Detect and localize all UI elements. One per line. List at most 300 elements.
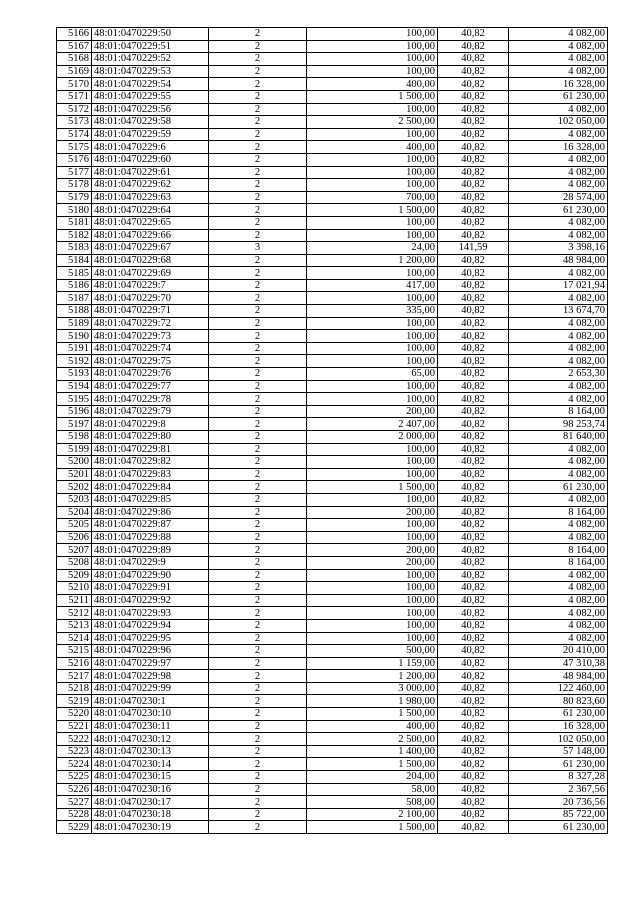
table-row	[57, 116, 608, 129]
row-number-cell: 5196	[57, 405, 92, 418]
rate-cell: 40,82	[438, 368, 509, 381]
row-number-cell: 5167	[57, 40, 92, 53]
table-row	[57, 758, 608, 771]
type-code-cell: 2	[209, 519, 307, 532]
data-table	[56, 27, 608, 834]
row-number-cell: 5203	[57, 493, 92, 506]
row-number-cell: 5195	[57, 393, 92, 406]
rate-cell: 40,82	[438, 78, 509, 91]
type-code-cell: 2	[209, 267, 307, 280]
rate-cell: 40,82	[438, 128, 509, 141]
row-number-cell: 5201	[57, 468, 92, 481]
type-code-cell: 2	[209, 78, 307, 91]
amount-cell: 4 082,00	[509, 40, 608, 53]
cadastral-number-cell: 48:01:0470229:73	[92, 330, 209, 343]
table-row	[57, 519, 608, 532]
row-number-cell: 5217	[57, 670, 92, 683]
table-row	[57, 393, 608, 406]
amount-cell: 4 082,00	[509, 179, 608, 192]
row-number-cell: 5229	[57, 821, 92, 834]
area-cell: 100,00	[307, 317, 438, 330]
rate-cell: 40,82	[438, 292, 509, 305]
cadastral-number-cell: 48:01:0470229:53	[92, 65, 209, 78]
row-number-cell: 5183	[57, 242, 92, 255]
area-cell: 508,00	[307, 796, 438, 809]
table-row	[57, 431, 608, 444]
table-row	[57, 821, 608, 834]
cadastral-number-cell: 48:01:0470230:17	[92, 796, 209, 809]
table-row	[57, 632, 608, 645]
table-body	[57, 28, 608, 834]
rate-cell: 40,82	[438, 796, 509, 809]
table-row	[57, 783, 608, 796]
row-number-cell: 5210	[57, 582, 92, 595]
table-row	[57, 594, 608, 607]
type-code-cell: 2	[209, 279, 307, 292]
table-row	[57, 90, 608, 103]
rate-cell: 40,82	[438, 745, 509, 758]
row-number-cell: 5205	[57, 519, 92, 532]
area-cell: 417,00	[307, 279, 438, 292]
rate-cell: 40,82	[438, 632, 509, 645]
rate-cell: 40,82	[438, 418, 509, 431]
type-code-cell: 2	[209, 544, 307, 557]
area-cell: 100,00	[307, 342, 438, 355]
cadastral-number-cell: 48:01:0470230:15	[92, 771, 209, 784]
area-cell: 100,00	[307, 103, 438, 116]
cadastral-number-cell: 48:01:0470230:12	[92, 733, 209, 746]
rate-cell: 40,82	[438, 166, 509, 179]
area-cell: 100,00	[307, 40, 438, 53]
amount-cell: 4 082,00	[509, 468, 608, 481]
amount-cell: 48 984,00	[509, 254, 608, 267]
cadastral-number-cell: 48:01:0470229:85	[92, 493, 209, 506]
area-cell: 100,00	[307, 582, 438, 595]
amount-cell: 8 164,00	[509, 544, 608, 557]
table-row	[57, 279, 608, 292]
amount-cell: 8 164,00	[509, 405, 608, 418]
type-code-cell: 2	[209, 330, 307, 343]
amount-cell: 13 674,70	[509, 305, 608, 318]
rate-cell: 40,82	[438, 216, 509, 229]
rate-cell: 40,82	[438, 405, 509, 418]
area-cell: 100,00	[307, 632, 438, 645]
amount-cell: 81 640,00	[509, 431, 608, 444]
row-number-cell: 5211	[57, 594, 92, 607]
rate-cell: 40,82	[438, 821, 509, 834]
row-number-cell: 5180	[57, 204, 92, 217]
rate-cell: 40,82	[438, 519, 509, 532]
rate-cell: 40,82	[438, 468, 509, 481]
area-cell: 100,00	[307, 468, 438, 481]
table-row	[57, 645, 608, 658]
cadastral-number-cell: 48:01:0470229:6	[92, 141, 209, 154]
area-cell: 100,00	[307, 153, 438, 166]
amount-cell: 4 082,00	[509, 65, 608, 78]
row-number-cell: 5176	[57, 153, 92, 166]
table-row	[57, 493, 608, 506]
area-cell: 100,00	[307, 216, 438, 229]
area-cell: 1 200,00	[307, 254, 438, 267]
table-row	[57, 305, 608, 318]
cadastral-number-cell: 48:01:0470229:84	[92, 481, 209, 494]
cadastral-number-cell: 48:01:0470229:64	[92, 204, 209, 217]
cadastral-number-cell: 48:01:0470229:65	[92, 216, 209, 229]
table-row	[57, 657, 608, 670]
row-number-cell: 5184	[57, 254, 92, 267]
type-code-cell: 2	[209, 292, 307, 305]
type-code-cell: 2	[209, 745, 307, 758]
area-cell: 2 100,00	[307, 808, 438, 821]
row-number-cell: 5191	[57, 342, 92, 355]
area-cell: 1 500,00	[307, 481, 438, 494]
rate-cell: 40,82	[438, 342, 509, 355]
row-number-cell: 5218	[57, 682, 92, 695]
amount-cell: 8 164,00	[509, 556, 608, 569]
cadastral-number-cell: 48:01:0470229:74	[92, 342, 209, 355]
area-cell: 3 000,00	[307, 682, 438, 695]
area-cell: 400,00	[307, 141, 438, 154]
type-code-cell: 2	[209, 758, 307, 771]
table-row	[57, 179, 608, 192]
type-code-cell: 2	[209, 607, 307, 620]
type-code-cell: 2	[209, 821, 307, 834]
rate-cell: 40,82	[438, 317, 509, 330]
area-cell: 100,00	[307, 166, 438, 179]
type-code-cell: 2	[209, 229, 307, 242]
cadastral-number-cell: 48:01:0470229:80	[92, 431, 209, 444]
type-code-cell: 2	[209, 305, 307, 318]
type-code-cell: 2	[209, 771, 307, 784]
area-cell: 335,00	[307, 305, 438, 318]
area-cell: 2 000,00	[307, 431, 438, 444]
amount-cell: 20 410,00	[509, 645, 608, 658]
table-row	[57, 141, 608, 154]
type-code-cell: 2	[209, 443, 307, 456]
row-number-cell: 5174	[57, 128, 92, 141]
table-row	[57, 204, 608, 217]
area-cell: 100,00	[307, 380, 438, 393]
cadastral-number-cell: 48:01:0470230:1	[92, 695, 209, 708]
table-row	[57, 796, 608, 809]
amount-cell: 4 082,00	[509, 128, 608, 141]
type-code-cell: 3	[209, 242, 307, 255]
rate-cell: 40,82	[438, 380, 509, 393]
cadastral-number-cell: 48:01:0470229:56	[92, 103, 209, 116]
type-code-cell: 2	[209, 166, 307, 179]
row-number-cell: 5214	[57, 632, 92, 645]
type-code-cell: 2	[209, 670, 307, 683]
rate-cell: 40,82	[438, 28, 509, 41]
rate-cell: 40,82	[438, 393, 509, 406]
type-code-cell: 2	[209, 90, 307, 103]
cadastral-number-cell: 48:01:0470230:11	[92, 720, 209, 733]
cadastral-number-cell: 48:01:0470230:16	[92, 783, 209, 796]
area-cell: 24,00	[307, 242, 438, 255]
rate-cell: 40,82	[438, 493, 509, 506]
row-number-cell: 5187	[57, 292, 92, 305]
table-row	[57, 355, 608, 368]
type-code-cell: 2	[209, 808, 307, 821]
area-cell: 100,00	[307, 456, 438, 469]
type-code-cell: 2	[209, 128, 307, 141]
row-number-cell: 5200	[57, 456, 92, 469]
amount-cell: 4 082,00	[509, 393, 608, 406]
type-code-cell: 2	[209, 582, 307, 595]
rate-cell: 40,82	[438, 229, 509, 242]
row-number-cell: 5220	[57, 708, 92, 721]
cadastral-number-cell: 48:01:0470229:62	[92, 179, 209, 192]
rate-cell: 40,82	[438, 153, 509, 166]
table-row	[57, 506, 608, 519]
table-row	[57, 216, 608, 229]
table-row	[57, 342, 608, 355]
amount-cell: 61 230,00	[509, 90, 608, 103]
row-number-cell: 5202	[57, 481, 92, 494]
cadastral-number-cell: 48:01:0470230:19	[92, 821, 209, 834]
amount-cell: 2 367,56	[509, 783, 608, 796]
cadastral-number-cell: 48:01:0470229:72	[92, 317, 209, 330]
area-cell: 200,00	[307, 544, 438, 557]
area-cell: 100,00	[307, 53, 438, 66]
cadastral-number-cell: 48:01:0470229:71	[92, 305, 209, 318]
table-row	[57, 229, 608, 242]
table-row	[57, 128, 608, 141]
table-row	[57, 456, 608, 469]
row-number-cell: 5213	[57, 619, 92, 632]
table-row	[57, 733, 608, 746]
area-cell: 100,00	[307, 355, 438, 368]
cadastral-number-cell: 48:01:0470229:87	[92, 519, 209, 532]
table-row	[57, 191, 608, 204]
rate-cell: 40,82	[438, 53, 509, 66]
type-code-cell: 2	[209, 708, 307, 721]
rate-cell: 40,82	[438, 619, 509, 632]
row-number-cell: 5209	[57, 569, 92, 582]
row-number-cell: 5182	[57, 229, 92, 242]
row-number-cell: 5222	[57, 733, 92, 746]
rate-cell: 40,82	[438, 443, 509, 456]
rate-cell: 40,82	[438, 179, 509, 192]
table-row	[57, 40, 608, 53]
rate-cell: 40,82	[438, 456, 509, 469]
rate-cell: 40,82	[438, 267, 509, 280]
amount-cell: 4 082,00	[509, 569, 608, 582]
table-row	[57, 708, 608, 721]
type-code-cell: 2	[209, 657, 307, 670]
area-cell: 1 980,00	[307, 695, 438, 708]
area-cell: 500,00	[307, 645, 438, 658]
area-cell: 1 500,00	[307, 204, 438, 217]
area-cell: 100,00	[307, 493, 438, 506]
table-row	[57, 443, 608, 456]
type-code-cell: 2	[209, 632, 307, 645]
cadastral-number-cell: 48:01:0470229:88	[92, 531, 209, 544]
rate-cell: 40,82	[438, 90, 509, 103]
rate-cell: 40,82	[438, 103, 509, 116]
table-row	[57, 103, 608, 116]
amount-cell: 4 082,00	[509, 493, 608, 506]
amount-cell: 61 230,00	[509, 758, 608, 771]
table-row	[57, 619, 608, 632]
type-code-cell: 2	[209, 380, 307, 393]
amount-cell: 4 082,00	[509, 355, 608, 368]
amount-cell: 4 082,00	[509, 632, 608, 645]
table-row	[57, 166, 608, 179]
row-number-cell: 5197	[57, 418, 92, 431]
area-cell: 100,00	[307, 65, 438, 78]
cadastral-number-cell: 48:01:0470229:61	[92, 166, 209, 179]
table-row	[57, 556, 608, 569]
amount-cell: 16 328,00	[509, 720, 608, 733]
table-row	[57, 695, 608, 708]
rate-cell: 40,82	[438, 758, 509, 771]
area-cell: 100,00	[307, 330, 438, 343]
amount-cell: 20 736,56	[509, 796, 608, 809]
cadastral-number-cell: 48:01:0470229:50	[92, 28, 209, 41]
table-row	[57, 569, 608, 582]
type-code-cell: 2	[209, 368, 307, 381]
rate-cell: 40,82	[438, 531, 509, 544]
area-cell: 100,00	[307, 128, 438, 141]
cadastral-number-cell: 48:01:0470229:81	[92, 443, 209, 456]
amount-cell: 4 082,00	[509, 456, 608, 469]
rate-cell: 40,82	[438, 645, 509, 658]
row-number-cell: 5168	[57, 53, 92, 66]
amount-cell: 4 082,00	[509, 216, 608, 229]
type-code-cell: 2	[209, 456, 307, 469]
rate-cell: 40,82	[438, 141, 509, 154]
amount-cell: 61 230,00	[509, 481, 608, 494]
cadastral-number-cell: 48:01:0470229:99	[92, 682, 209, 695]
cadastral-number-cell: 48:01:0470229:93	[92, 607, 209, 620]
amount-cell: 4 082,00	[509, 166, 608, 179]
area-cell: 2 500,00	[307, 733, 438, 746]
amount-cell: 4 082,00	[509, 53, 608, 66]
amount-cell: 3 398,16	[509, 242, 608, 255]
area-cell: 58,00	[307, 783, 438, 796]
table-row	[57, 267, 608, 280]
amount-cell: 4 082,00	[509, 582, 608, 595]
row-number-cell: 5225	[57, 771, 92, 784]
rate-cell: 40,82	[438, 808, 509, 821]
cadastral-number-cell: 48:01:0470229:54	[92, 78, 209, 91]
area-cell: 100,00	[307, 594, 438, 607]
cadastral-number-cell: 48:01:0470229:7	[92, 279, 209, 292]
row-number-cell: 5228	[57, 808, 92, 821]
rate-cell: 40,82	[438, 594, 509, 607]
cadastral-number-cell: 48:01:0470229:70	[92, 292, 209, 305]
rate-cell: 40,82	[438, 556, 509, 569]
area-cell: 100,00	[307, 531, 438, 544]
rate-cell: 40,82	[438, 607, 509, 620]
amount-cell: 4 082,00	[509, 292, 608, 305]
area-cell: 200,00	[307, 556, 438, 569]
row-number-cell: 5199	[57, 443, 92, 456]
amount-cell: 80 823,60	[509, 695, 608, 708]
cadastral-number-cell: 48:01:0470229:79	[92, 405, 209, 418]
cadastral-number-cell: 48:01:0470229:76	[92, 368, 209, 381]
type-code-cell: 2	[209, 191, 307, 204]
type-code-cell: 2	[209, 317, 307, 330]
type-code-cell: 2	[209, 28, 307, 41]
cadastral-number-cell: 48:01:0470229:63	[92, 191, 209, 204]
cadastral-number-cell: 48:01:0470229:86	[92, 506, 209, 519]
amount-cell: 4 082,00	[509, 380, 608, 393]
row-number-cell: 5216	[57, 657, 92, 670]
table-row	[57, 745, 608, 758]
type-code-cell: 2	[209, 40, 307, 53]
row-number-cell: 5172	[57, 103, 92, 116]
amount-cell: 48 984,00	[509, 670, 608, 683]
area-cell: 100,00	[307, 607, 438, 620]
amount-cell: 4 082,00	[509, 607, 608, 620]
table-row	[57, 771, 608, 784]
row-number-cell: 5166	[57, 28, 92, 41]
type-code-cell: 2	[209, 556, 307, 569]
rate-cell: 40,82	[438, 569, 509, 582]
amount-cell: 57 148,00	[509, 745, 608, 758]
table-row	[57, 670, 608, 683]
cadastral-number-cell: 48:01:0470229:97	[92, 657, 209, 670]
row-number-cell: 5194	[57, 380, 92, 393]
area-cell: 100,00	[307, 28, 438, 41]
row-number-cell: 5177	[57, 166, 92, 179]
rate-cell: 40,82	[438, 65, 509, 78]
type-code-cell: 2	[209, 116, 307, 129]
amount-cell: 4 082,00	[509, 153, 608, 166]
row-number-cell: 5179	[57, 191, 92, 204]
type-code-cell: 2	[209, 254, 307, 267]
type-code-cell: 2	[209, 783, 307, 796]
rate-cell: 40,82	[438, 708, 509, 721]
row-number-cell: 5178	[57, 179, 92, 192]
row-number-cell: 5175	[57, 141, 92, 154]
type-code-cell: 2	[209, 493, 307, 506]
amount-cell: 16 328,00	[509, 78, 608, 91]
type-code-cell: 2	[209, 720, 307, 733]
rate-cell: 40,82	[438, 116, 509, 129]
cadastral-number-cell: 48:01:0470230:10	[92, 708, 209, 721]
cadastral-number-cell: 48:01:0470229:90	[92, 569, 209, 582]
cadastral-number-cell: 48:01:0470229:67	[92, 242, 209, 255]
table-row	[57, 481, 608, 494]
table-row	[57, 607, 608, 620]
amount-cell: 4 082,00	[509, 342, 608, 355]
type-code-cell: 2	[209, 393, 307, 406]
row-number-cell: 5224	[57, 758, 92, 771]
amount-cell: 85 722,00	[509, 808, 608, 821]
cadastral-number-cell: 48:01:0470230:18	[92, 808, 209, 821]
area-cell: 100,00	[307, 179, 438, 192]
area-cell: 1 200,00	[307, 670, 438, 683]
amount-cell: 4 082,00	[509, 229, 608, 242]
amount-cell: 17 021,94	[509, 279, 608, 292]
rate-cell: 40,82	[438, 330, 509, 343]
amount-cell: 8 327,28	[509, 771, 608, 784]
area-cell: 100,00	[307, 519, 438, 532]
rate-cell: 141,59	[438, 242, 509, 255]
rate-cell: 40,82	[438, 431, 509, 444]
row-number-cell: 5186	[57, 279, 92, 292]
area-cell: 200,00	[307, 405, 438, 418]
type-code-cell: 2	[209, 431, 307, 444]
area-cell: 204,00	[307, 771, 438, 784]
rate-cell: 40,82	[438, 682, 509, 695]
type-code-cell: 2	[209, 204, 307, 217]
row-number-cell: 5206	[57, 531, 92, 544]
table-row	[57, 153, 608, 166]
